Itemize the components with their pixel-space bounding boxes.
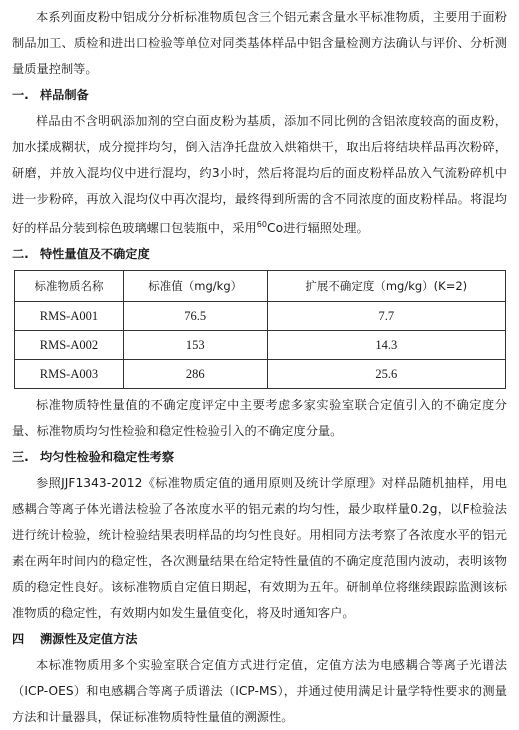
table-cell: 153 [123, 331, 267, 360]
section-title: 样品制备 [40, 88, 89, 102]
certified-values-table [14, 270, 506, 389]
traceability-paragraph: 本标准物质用多个实验室联合定值方式进行定值，定值方法为电感耦合等离子光谱法（ICP-OES）和电感耦合等离子质谱法（ICP-MS），并通过使用满足计量学特性要求的测量方法和计量器具，保证标准物质特性量值的溯源性。 [12, 658, 507, 725]
uncertainty-note-paragraph: 标准物质特性量值的不确定度评定中主要考虑多家实验室联合定值引入的不确定度分量、标准物质均匀性检验和稳定性检验引入的不确定度分量。 [12, 398, 507, 439]
table-cell: 286 [123, 360, 267, 389]
table-cell: RMS-A001 [15, 302, 124, 331]
section-heading-traceability [12, 626, 507, 652]
section-number: 一. [12, 88, 29, 102]
sample-prep-text: 样品由不含明矾添加剂的空白面皮粉为基质，添加不同比例的含铝浓度较高的面皮粉，加水揉成糊状，成分搅拌均匀，倒入洁净托盘放入烘箱烘干，取出后将结块样品再次粉碎，研磨，并放入混均仪中进行混均，约3小时，然后将混均后的面皮粉样品放入气流粉碎机中进一步粉碎，再放入混均仪中再次混均，最终得到所需的含不同浓度的面皮粉样品。将混均好的样品分装到棕色玻璃螺口包装瓶中，采用 [12, 114, 507, 236]
section-number: 三. [12, 450, 29, 465]
table-header-row [15, 271, 506, 302]
table-cell: RMS-A003 [15, 360, 124, 389]
header-cell-name: 标准物质名称 [15, 271, 124, 302]
section-number: 二. [12, 247, 29, 262]
section-title: 溯源性及定值方法 [40, 632, 138, 647]
header-cell-uncertainty: 扩展不确定度（mg/kg）(K=2) [267, 271, 506, 302]
section-heading-homogeneity [12, 444, 507, 470]
sample-prep-text-end: Co进行辐照处理。 [267, 221, 369, 236]
table-row [15, 331, 506, 360]
header-cell-value: 标准值（mg/kg） [123, 271, 267, 302]
homogeneity-paragraph: 参照JJF1343-2012《标准物质定值的通用原则及统计学原理》对样品随机抽样，用电感耦合等离子体光谱法检验了各浓度水平的铝元素的均匀性，最少取样量0.2g，以F检验法进行统计检验，统计检验结果表明样品的均匀性良好。用相同方法考察了各浓度水平的铝元素在两年时间内的稳定性，各次测量结果在给定特性量值的不确定度范围内波动，表明该物质的稳定性良好。该标准物质自定值日期起，有效期为五年。研制单位将继续跟踪监测该标准物质的稳定性，有效期内如发生量值变化，将及时通知客户。 [12, 476, 507, 621]
table-cell: 25.6 [267, 360, 506, 389]
section-heading-sample-prep [12, 82, 507, 108]
table-cell: 7.7 [267, 302, 506, 331]
table-cell: RMS-A002 [15, 331, 124, 360]
section-number: 四 [12, 632, 25, 647]
isotope-superscript: 60 [256, 220, 268, 229]
intro-paragraph: 本系列面皮粉中铝成分分析标准物质包含三个铝元素含量水平标准物质，主要用于面粉制品加工、质检和进出口检验等单位对同类基体样品中铝含量检测方法确认与评价、分析测量质量控制等。 [12, 10, 507, 76]
table-row [15, 302, 506, 331]
sample-prep-paragraph [12, 108, 507, 241]
table-cell: 76.5 [123, 302, 267, 331]
table-row [15, 360, 506, 389]
section-heading-values [12, 241, 507, 267]
section-title: 均匀性检验和稳定性考察 [40, 450, 175, 465]
section-title: 特性量值及不确定度 [40, 247, 150, 262]
table-cell: 14.3 [267, 331, 506, 360]
